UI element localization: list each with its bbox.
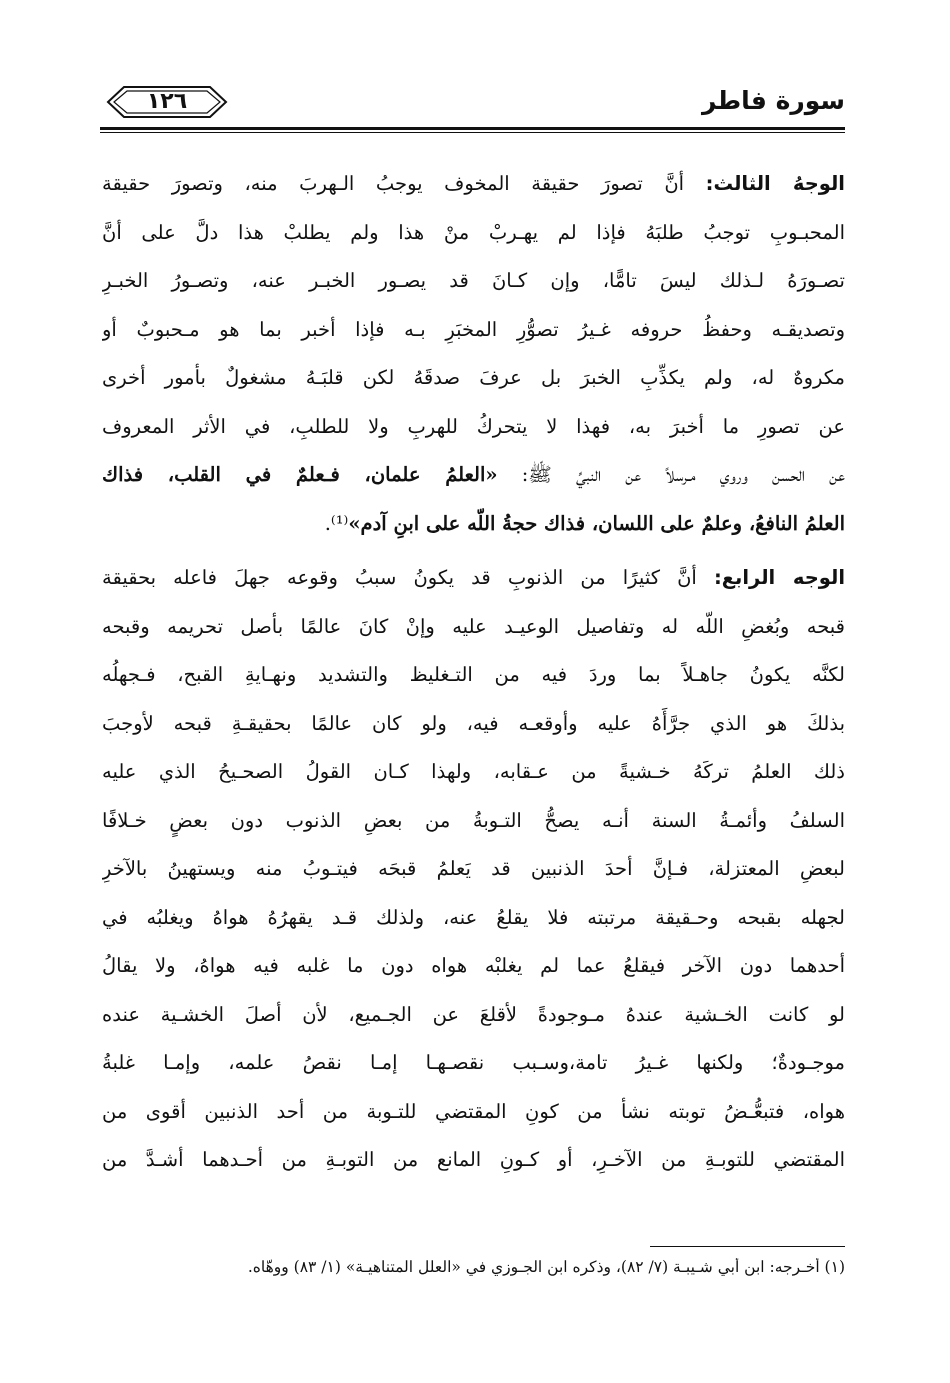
text-line [102,651,845,700]
text-line [102,160,845,209]
line-text: وتصديقـه وحفظُ حروفه غـيرُ تصوُّرِ المخبَرِ بـه فإذا أخبر بما هو مـحبوبٌ أو [102,317,845,341]
line-text: المقتضي للتوبـةِ من الآخـرِ، أو كـونِ المانع من التوبـةِ من أحـدهما أشـدَّ من [102,1148,845,1171]
text-line [102,257,845,306]
text-line [102,1088,845,1137]
line-text: أنَّ كثيرًا من الذنوبِ قد يكونُ سببُ وقوعه جهلَ فاعله بحقيقة [102,566,714,589]
line-text: أنَّ تصورَ حقيقة المخوف يوجبُ الـهربَ منه، وتصورَ حقيقة [102,172,706,195]
text-line [102,845,845,894]
text-line [102,500,845,549]
text-line [102,306,845,355]
line-text: ذلك العلمُ تركَهُ خـشيةً من عـقابه، ولهذا كـان القولُ الصحـيحُ الذي عليه [102,760,845,783]
line-text: لجهله بقبحه وحـقيقة مرتبته فلا يقلعُ عنه، ولذلك قـد يقهرُهُ هواهُ ويغلبُه في [102,905,845,929]
text-line [102,1039,845,1088]
footnote-separator [650,1246,845,1247]
line-text: قبحه وبُغضِ اللّه له وتفاصيل الوعيـد عليه وإنْ كانَ عالمًا بأصل تحريمه وقبحه [102,614,845,638]
text-line [102,209,845,258]
hadith-quote: «العلمُ علمان، فـعلمٌ في القلب، فذاك [102,463,498,486]
line-text: المحبـوبِ توجبُ طلبَهُ فإذا لم يهـربْ منْ هذا ولم يطلبْ هذا دلَّ على أنَّ [102,220,845,244]
text-line [102,403,845,452]
line-text: تصـورَهُ لـذلك ليسَ تامًّا، وإن كـانَ قد يصـور الخبـر عنه، وتصـورُ الخبـرِ [102,269,845,292]
surah-title: سورة فاطر [702,86,845,115]
line-text: عن الحسن وروي مـرسلاً عن النبيِّ ﷺ: [497,463,845,486]
line-text: أحدهما دون الآخر فيقلعُ عما لم يغلبْه هواه دون ما غلبه فيه هواهُ، ولا يقالُ [102,954,845,977]
text-line [102,554,845,603]
text-line [102,797,845,846]
header-rule [100,127,845,130]
line-text: لكنَّه يكونُ جاهـلاً بما وردَ فيه من التـغليظ والتشديد ونهـايةِ القبح، فـجهلُه [102,663,845,686]
line-text: ⁽¹⁾. [324,511,349,535]
line-text: مكروهٌ له، ولم يكذِّبِ الخبرَ بل عرفَ صدقَهُ لكن قلبَـهُ مشغولٌ بأمور أخرى [102,366,845,389]
page-header [100,80,845,136]
text-line [102,748,845,797]
text-line [102,700,845,749]
header-rule-thin [100,132,845,133]
line-text: هواه، فتبعُّـضُ توبته نشأ من كونِ المقتضي للتـوبة من أحد الذنبين أقوى من [102,1099,845,1123]
text-line [102,991,845,1040]
line-text: السلفُ وأئمـةُ السنة أنـه يصحُّ التـوبةُ من بعضِ الذنوب دون بعضٍ خـلافًا [102,808,845,832]
line-text: لو كانت الخـشية عندهُ مـوجودةً لأقلعَ عن الجـميع، لأن أصلَ الخشـية عنده [102,1002,845,1026]
line-text: عن تصورِ ما أخبرَ به، فهذا لا يتحركُ للهربِ ولا للطلبِ، في الأثر المعروف [102,414,845,438]
text-line [102,894,845,943]
text-line [102,603,845,652]
page-number: ١٢٦ [146,89,188,114]
line-text: بذلكَ هو الذي جرَّأَهُ عليه وأوقعـه فيه، ولو كان عالمًا بحقيقـةِ قبحه لأوجبَ [102,711,845,735]
section-heading: الوجه الرابع: [713,566,845,589]
hadith-quote: العلمُ النافعُ، وعلمٌ على اللسان، فذاك حجةُ اللّه على ابنِ آدم» [348,511,845,535]
line-text: لبعضِ المعتزلة، فـإنَّ أحدَ الذنبين قد يَعلمُ قبحَه فيتـوبُ منه ويستهينُ بالآخرِ [102,857,845,880]
page-body [102,160,845,1185]
page-number-badge [106,82,228,122]
text-line [102,451,845,500]
text-line [102,354,845,403]
footnote: (١) أخـرجه: ابن أبي شـيبـة (٧/ ٨٢)، وذكره ابن الجـوزي في «العلل المتناهيـة» (١/ ٨٣) ووهّاه. [247,1258,845,1276]
text-line [102,942,845,991]
section-heading: الوجهُ الثالث: [705,172,845,195]
line-text: موجـودةٌ؛ ولكنها غـيرُ تامة،وسـبب نقصـهـا إمـا نقصُ علمه، وإمـا غلبةُ [102,1051,845,1074]
text-line [102,1136,845,1185]
